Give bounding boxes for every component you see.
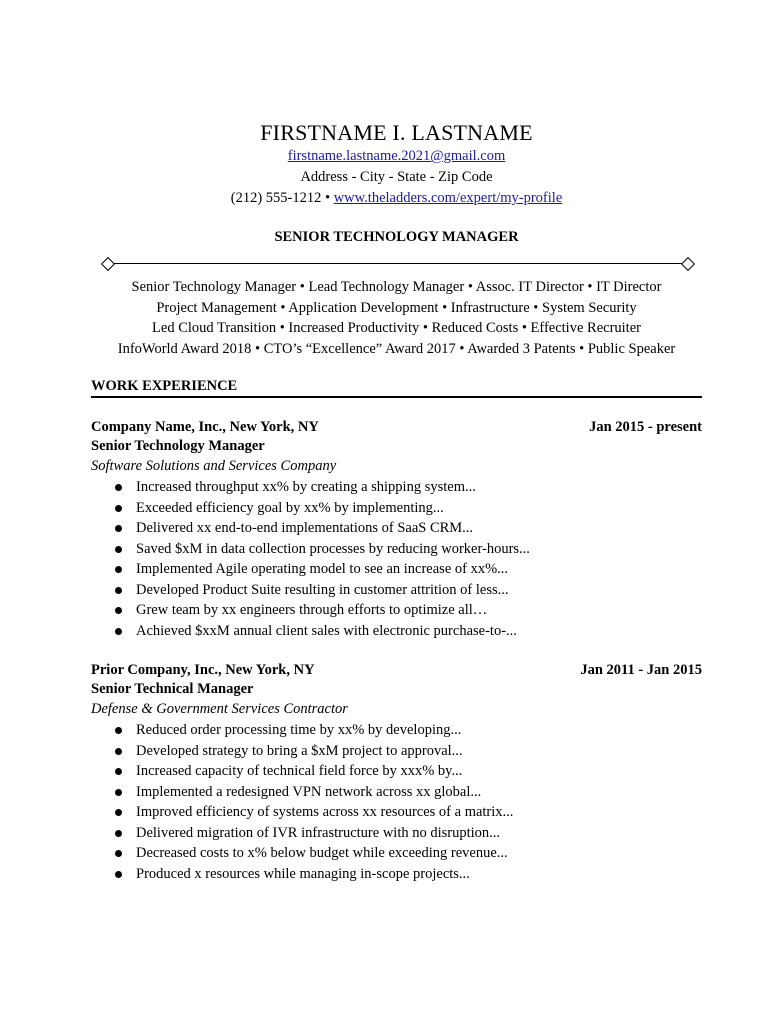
bullet-icon: [115, 607, 122, 614]
skills-summary: [91, 277, 702, 359]
list-item: Increased capacity of technical field force by xxx% by...: [91, 761, 702, 782]
bullet-icon: [115, 748, 122, 755]
list-item: Grew team by xx engineers through efforts to optimize all…: [91, 600, 702, 621]
company-name: Company Name, Inc., New York, NY: [91, 419, 319, 435]
bullet-icon: [115, 727, 122, 734]
bullet-icon: [115, 789, 122, 796]
list-item: Exceeded efficiency goal by xx% by implementing...: [91, 498, 702, 519]
list-item: Delivered migration of IVR infrastructure with no disruption...: [91, 823, 702, 844]
job-title: Senior Technology Manager: [91, 438, 265, 454]
bullet-icon: [115, 546, 122, 553]
list-item: Developed Product Suite resulting in customer attrition of less...: [91, 580, 702, 601]
phone-number: (212) 555-1212: [230, 190, 322, 206]
job-title: Senior Technical Manager: [91, 681, 254, 697]
job-entry-2: [91, 661, 702, 884]
email-line: [91, 147, 702, 165]
separator: •: [321, 190, 334, 206]
job-entry-1: [91, 418, 702, 641]
bullet-icon: [115, 587, 122, 594]
job-dates: Jan 2011 - Jan 2015: [580, 662, 702, 678]
header-divider: [103, 256, 693, 272]
candidate-name: FIRSTNAME I. LASTNAME: [260, 120, 533, 145]
bullet-icon: [115, 525, 122, 532]
divider-line: [109, 263, 687, 264]
list-item: Delivered xx end-to-end implementations of SaaS CRM...: [91, 518, 702, 539]
headline: SENIOR TECHNOLOGY MANAGER: [274, 229, 519, 245]
skills-line: Senior Technology Manager • Lead Technology Manager • Assoc. IT Director • IT Director: [131, 279, 662, 295]
list-item: Reduced order processing time by xx% by developing...: [91, 720, 702, 741]
list-item: Saved $xM in data collection processes by reducing worker-hours...: [91, 539, 702, 560]
list-item: Improved efficiency of systems across xx resources of a matrix...: [91, 802, 702, 823]
list-item: Implemented Agile operating model to see an increase of xx%...: [91, 559, 702, 580]
bullet-icon: [115, 628, 122, 635]
list-item: Developed strategy to bring a $xM project to approval...: [91, 741, 702, 762]
address-line: Address - City - State - Zip Code: [300, 169, 493, 185]
company-type: Software Solutions and Services Company: [91, 458, 337, 474]
email-link[interactable]: firstname.lastname.2021@gmail.com: [287, 148, 506, 164]
list-item: Increased throughput xx% by creating a shipping system...: [91, 477, 702, 498]
skills-line: InfoWorld Award 2018 • CTO’s “Excellence” Award 2017 • Awarded 3 Patents • Public Speaker: [117, 340, 676, 357]
phone-profile-line: [91, 189, 702, 207]
bullet-icon: [115, 850, 122, 857]
achievement-list: [91, 720, 702, 884]
bullet-icon: [115, 768, 122, 775]
company-name: Prior Company, Inc., New York, NY: [91, 662, 315, 678]
list-item: Achieved $xxM annual client sales with electronic purchase-to-...: [91, 621, 702, 642]
diamond-right-icon: [681, 257, 695, 271]
bullet-icon: [115, 505, 122, 512]
bullet-icon: [115, 871, 122, 878]
list-item: Decreased costs to x% below budget while exceeding revenue...: [91, 843, 702, 864]
skills-line: Project Management • Application Development • Infrastructure • System Security: [156, 299, 637, 316]
achievement-list: [91, 477, 702, 641]
company-type: Defense & Government Services Contractor: [91, 701, 348, 717]
bullet-icon: [115, 809, 122, 816]
bullet-icon: [115, 484, 122, 491]
list-item: Implemented a redesigned VPN network across xx global...: [91, 782, 702, 803]
list-item: Produced x resources while managing in-scope projects...: [91, 864, 702, 885]
profile-link[interactable]: www.theladders.com/expert/my-profile: [333, 190, 563, 206]
job-header: [91, 661, 702, 680]
work-experience-heading: WORK EXPERIENCE: [91, 378, 702, 398]
skills-line: Led Cloud Transition • Increased Productivity • Reduced Costs • Effective Recruiter: [152, 320, 641, 336]
bullet-icon: [115, 830, 122, 837]
bullet-icon: [115, 566, 122, 573]
job-header: [91, 418, 702, 437]
diamond-left-icon: [101, 257, 115, 271]
job-dates: Jan 2015 - present: [589, 419, 702, 435]
